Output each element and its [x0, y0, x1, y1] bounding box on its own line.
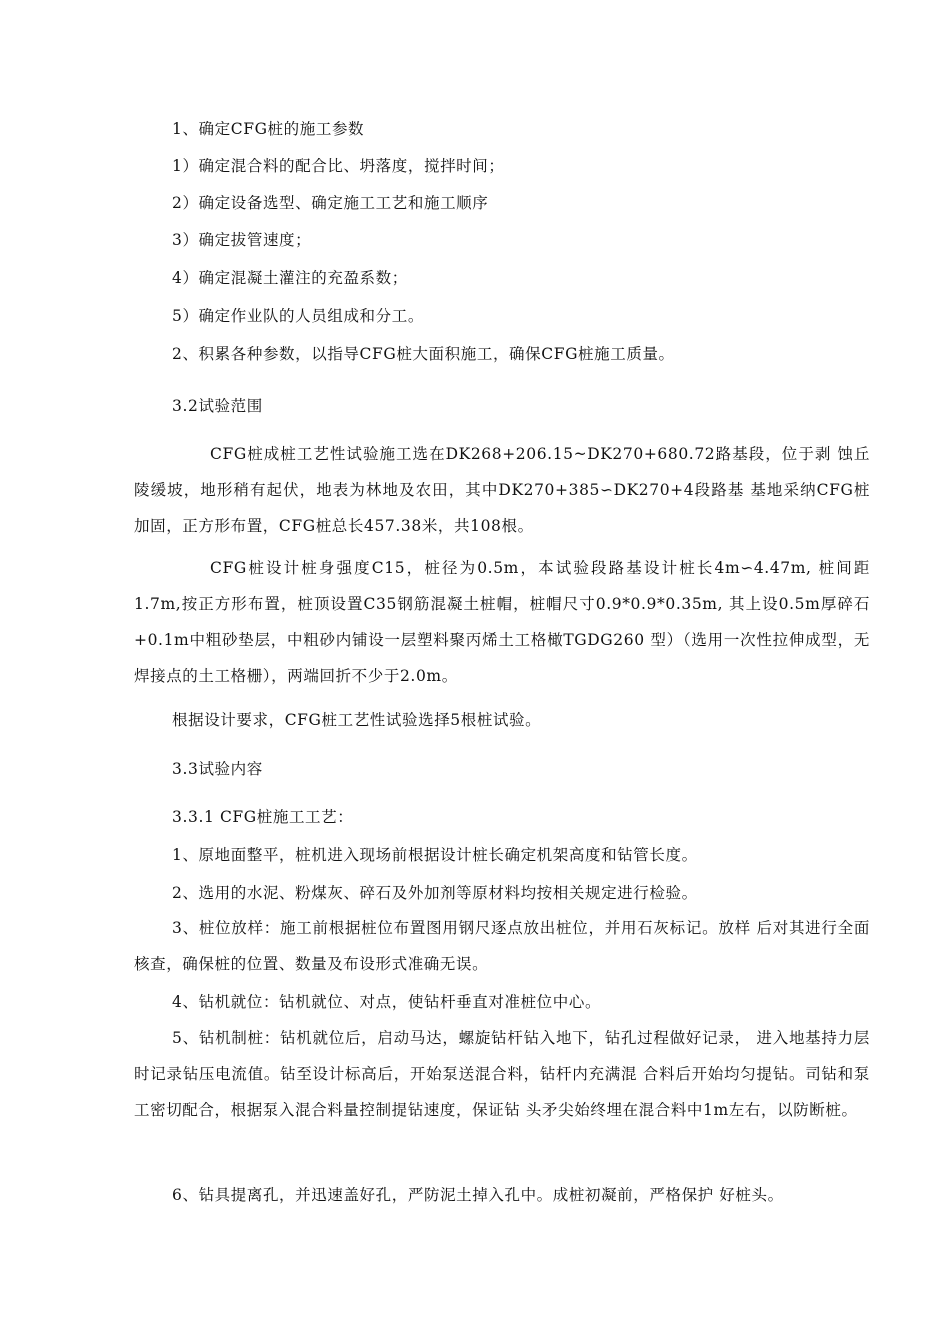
step-1: 1、原地面整平，桩机进入现场前根据设计桩长确定机架高度和钻管长度。: [172, 846, 698, 864]
section-heading-3-2: 3.2试验范围: [172, 397, 263, 415]
step-3: 3、桩位放样：施工前根据桩位布置图用钢尺逐点放出桩位，并用石灰标记。放样 后对其进行全面核查，确保桩的位置、数量及布设形式准确无误。: [134, 919, 870, 973]
step-5: 5、钻机制桩：钻机就位后，启动马达，螺旋钻杆钻入地下，钻孔过程做好记录， 进入地基持力层时记录钻压电流值。钻至设计标高后，开始泵送混合料，钻杆内充满混 合料后开始均匀提钻。司钻和泵工密切配合，根据泵入混合料量控制提钻速度，保证钻 头矛尖始终埋在混合料中1m左右，以防断桩。: [134, 1029, 870, 1119]
item-mix-ratio: 1）确定混合料的配合比、坍落度，搅拌时间；: [172, 157, 505, 175]
paragraph-pile-design: CFG桩设计桩身强度C15，桩径为0.5m，本试验段路基设计桩长4m∽4.47m, 桩间距1.7m,按正方形布置，桩顶设置C35钢筋混凝土桩帽，桩帽尺寸0.9*0.9*0.35m, 其上设0.5m厚碎石+0.1m中粗砂垫层，中粗砂内铺设一层塑料聚丙烯土工格橄TGDG260 型）（选用一次性拉伸成型，无焊接点的土工格栅），两端回折不少于2.0m。: [134, 559, 870, 685]
item-filling-coefficient: 4）确定混凝土灌注的充盈系数；: [172, 269, 408, 287]
step-2: 2、选用的水泥、粉煤灰、碎石及外加剂等原材料均按相关规定进行检验。: [172, 884, 698, 902]
step-4: 4、钻机就位：钻机就位、对点，使钻杆垂直对准桩位中心。: [172, 993, 602, 1011]
subsection-heading-3-3-1: 3.3.1 CFG桩施工工艺：: [172, 808, 354, 826]
paragraph-five-piles: 根据设计要求，CFG桩工艺性试验选择5根桩试验。: [172, 711, 542, 729]
item-equipment: 2）确定设备选型、确定施工工艺和施工顺序: [172, 194, 489, 212]
item-accumulate-params: 2、积累各种参数，以指导CFG桩大面积施工，确保CFG桩施工质量。: [172, 345, 675, 363]
item-team: 5）确定作业队的人员组成和分工。: [172, 307, 424, 325]
item-determine-params: 1、确定CFG桩的施工参数: [172, 120, 365, 138]
paragraph-test-range: CFG桩成桩工艺性试验施工选在DK268+206.15~DK270+680.72路基段，位于剥 蚀丘陵缓坡，地形稍有起伏，地表为林地及农田，其中DK270+385∽DK270+4段路基 基地采纳CFG桩加固，正方形布置，CFG桩总长457.38米，共108根。: [134, 445, 870, 535]
section-heading-3-3: 3.3试验内容: [172, 760, 263, 778]
item-pull-speed: 3）确定拔管速度；: [172, 231, 312, 249]
step-6: 6、钻具提离孔，并迅速盖好孔，严防泥土掉入孔中。成桩初凝前，严格保护 好桩头。: [172, 1186, 784, 1204]
